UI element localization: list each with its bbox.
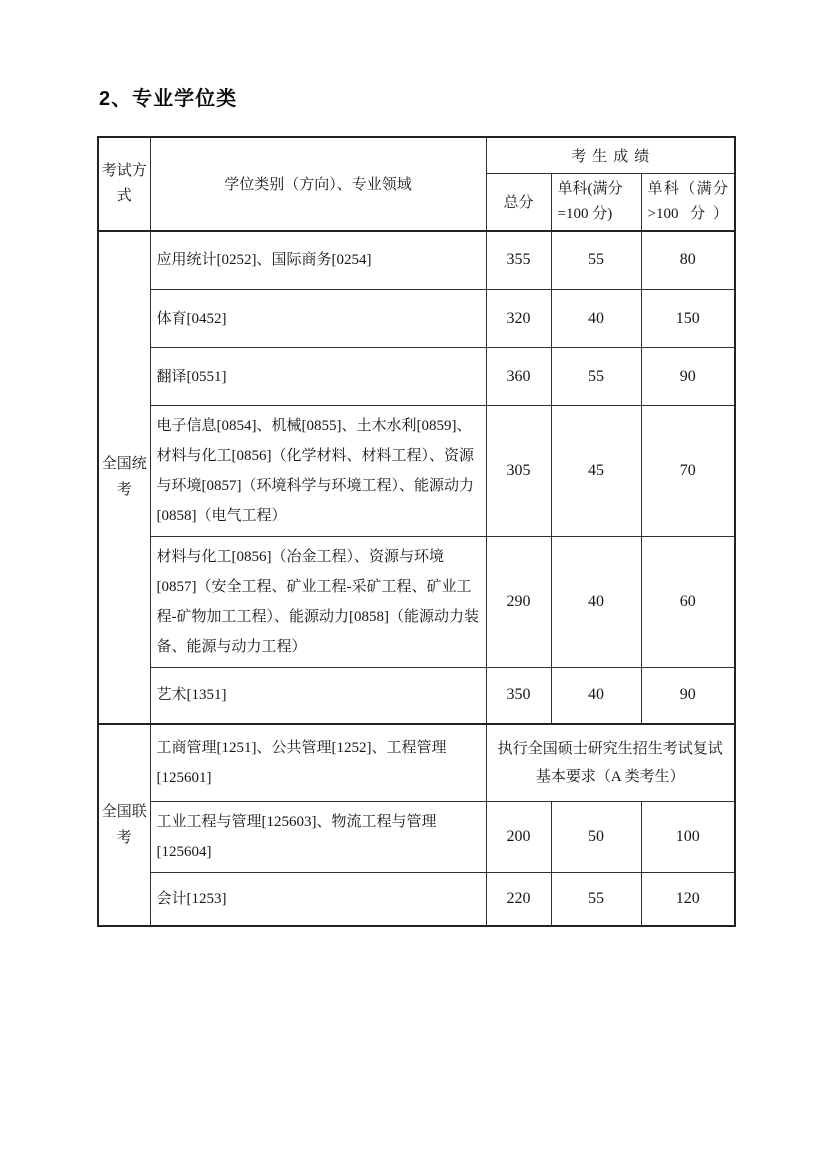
total-score-header: 总分: [486, 173, 551, 231]
table-row: [98, 873, 735, 926]
single-over100-cell: 80: [641, 231, 735, 290]
degree-cell: 会计[1253]: [150, 873, 486, 926]
degree-cell: 工业工程与管理[125603]、物流工程与管理[125604]: [150, 802, 486, 873]
candidate-score-group-header: 考生成绩: [486, 137, 735, 173]
single-over100-cell: 120: [641, 873, 735, 926]
single-subject-over100-header: 单科（满分>100 分）: [641, 173, 735, 231]
degree-cell: 艺术[1351]: [150, 668, 486, 724]
total-score-cell: 360: [486, 348, 551, 406]
degree-cell: 应用统计[0252]、国际商务[0254]: [150, 231, 486, 290]
degree-category-header: 学位类别（方向）、专业领域: [150, 137, 486, 231]
single-max100-cell: 40: [551, 537, 641, 668]
total-score-cell: 220: [486, 873, 551, 926]
section-label-national-unified-exam: 全国统考: [98, 231, 150, 724]
single-over100-cell: 150: [641, 290, 735, 348]
single-max100-cell: 55: [551, 231, 641, 290]
degree-cell: 电子信息[0854]、机械[0855]、土木水利[0859]、材料与化工[0856]（化学材料、材料工程）、资源与环境[0857]（环境科学与环境工程）、能源动力[0858]（电气工程）: [150, 406, 486, 537]
table-row: [98, 348, 735, 406]
total-score-cell: 355: [486, 231, 551, 290]
single-over100-cell: 100: [641, 802, 735, 873]
score-table: [97, 136, 736, 927]
table-row: [98, 290, 735, 348]
single-max100-cell: 40: [551, 290, 641, 348]
table-row: [98, 406, 735, 537]
page-title: 2、专业学位类: [99, 88, 238, 110]
table-row: [98, 802, 735, 873]
exam-method-header: 考试方式: [98, 137, 150, 231]
single-max100-cell: 45: [551, 406, 641, 537]
single-max100-cell: 40: [551, 668, 641, 724]
table-row: [98, 537, 735, 668]
single-max100-cell: 55: [551, 348, 641, 406]
single-max100-cell: 55: [551, 873, 641, 926]
total-score-cell: 290: [486, 537, 551, 668]
degree-cell: 材料与化工[0856]（冶金工程）、资源与环境[0857]（安全工程、矿业工程-采矿工程、矿业工程-矿物加工工程）、能源动力[0858]（能源动力装备、能源与动力工程）: [150, 537, 486, 668]
retest-requirement-note-cell: 执行全国硕士研究生招生考试复试基本要求（A 类考生）: [486, 724, 735, 802]
degree-cell: 工商管理[1251]、公共管理[1252]、工程管理[125601]: [150, 724, 486, 802]
table-row: [98, 668, 735, 724]
section-label-national-joint-exam: 全国联考: [98, 724, 150, 926]
single-max100-cell: 50: [551, 802, 641, 873]
table-row: [98, 724, 735, 802]
total-score-cell: 305: [486, 406, 551, 537]
table-header-row-1: [98, 137, 735, 173]
degree-cell: 体育[0452]: [150, 290, 486, 348]
table-row: [98, 231, 735, 290]
degree-cell: 翻译[0551]: [150, 348, 486, 406]
total-score-cell: 350: [486, 668, 551, 724]
single-over100-cell: 90: [641, 348, 735, 406]
single-over100-cell: 70: [641, 406, 735, 537]
single-over100-cell: 60: [641, 537, 735, 668]
single-subject-max100-header: 单科(满分=100 分): [551, 173, 641, 231]
single-over100-cell: 90: [641, 668, 735, 724]
total-score-cell: 320: [486, 290, 551, 348]
total-score-cell: 200: [486, 802, 551, 873]
